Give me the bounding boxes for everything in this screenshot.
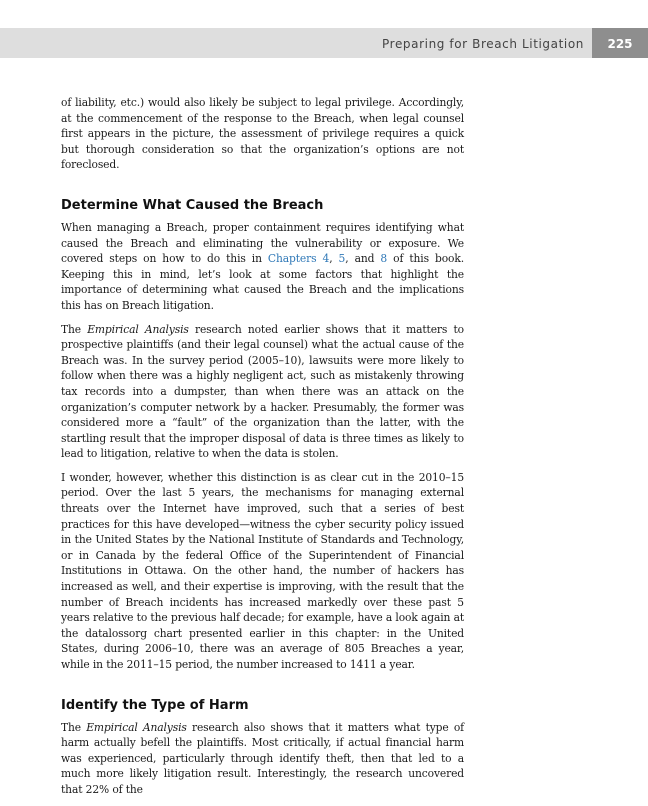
text: research also shows that it matters what type of harm actually befell the plaintiffs. Most critically, if actual financial harm was experienced, particularly through identify theft, then that led to a much more likely litigation result. Interestingly, the research uncovered that 22% of the <box>61 720 464 796</box>
page-number: 225 <box>592 28 648 58</box>
emphasis-empirical-analysis: Empirical Analysis <box>86 720 187 734</box>
link-chapter-5[interactable]: 5 <box>338 252 346 266</box>
text: The <box>61 720 87 734</box>
text: , <box>329 252 339 266</box>
paragraph-cause-3: I wonder, however, whether this distinction is as clear cut in the 2010–15 period. Over the last 5 years, the mechanisms for managing external threats over the Internet have improved, such that a series of best practices for this have developed—witness the cyber security policy issued in the United States by the National Institute of Standards and Technology, or in Canada by the federal Office of the Superintendent of Financial Institutions in Ottawa. On the other hand, the number of hackers has increased as well, and their expertise is improving, with the result that the number of Breach incidents has increased markedly over these past 5 years relative to the previous half decade; for example, have a look again at the datalossorg chart presented earlier in this chapter: in the United States, during 2006–10, there was an average of 805 Breaches a year, while in the 2011–15 period, the number increased to 1411 a year. <box>61 470 464 671</box>
link-chapters[interactable]: Chapters <box>267 252 317 266</box>
link-chapter-8[interactable]: 8 <box>380 252 388 266</box>
text: When managing a Breach, proper containment requires identifying what caused the Breach and eliminating the vulnerability or exposure. We covered steps on how to do this in <box>61 220 464 266</box>
paragraph-harm-1 <box>61 720 464 798</box>
paragraph-cause-1 <box>61 220 464 314</box>
emphasis-empirical-analysis: Empirical Analysis <box>87 322 189 336</box>
link-chapter-4[interactable]: 4 <box>322 252 330 266</box>
heading-type-of-harm: Identify the Type of Harm <box>61 697 249 713</box>
text: , and <box>345 252 381 266</box>
paragraph-intro: of liability, etc.) would also likely be subject to legal privilege. Accordingly, at the commencement of the response to the Breach, when legal counsel first appears in the picture, the assessment of privilege requires a quick but thorough consideration so that the organization’s options are not foreclosed. <box>61 96 464 172</box>
heading-determine-cause: Determine What Caused the Breach <box>61 197 324 213</box>
page-body <box>61 95 464 806</box>
text: The <box>61 322 88 336</box>
paragraph-cause-2 <box>61 322 464 462</box>
text: of this book. Keeping this in mind, let’s look at some factors that highlight the importance of determining what caused the Breach and the implications this has on Breach litigation. <box>61 252 464 312</box>
running-title: Preparing for Breach Litigation <box>382 37 584 51</box>
text: research noted earlier shows that it matters to prospective plaintiffs (and their legal counsel) what the actual cause of the Breach was. In the survey period (2005–10), lawsuits were more likely to follow when there was a highly negligent act, such as mistakenly throwing tax records into a dumpster, than when there was an attack on the organization’s computer network by a hacker. Presumably, the former was considered more a “fault” of the organization than the latter, with the startling result that the improper disposal of data is three times as likely to lead to litigation, relative to when the data is stolen. <box>61 322 464 461</box>
